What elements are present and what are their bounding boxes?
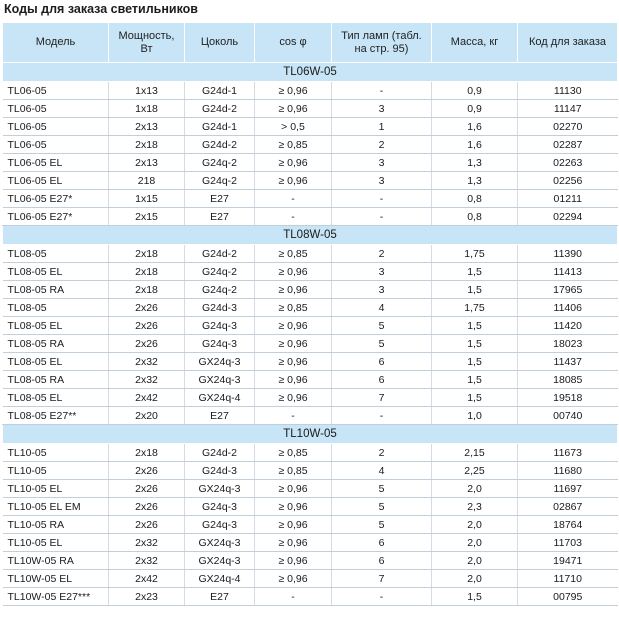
cell-cos: - bbox=[255, 208, 332, 226]
table-row bbox=[3, 389, 618, 407]
cell-order-code: 18085 bbox=[518, 371, 618, 389]
cell-order-code: 18023 bbox=[518, 335, 618, 353]
cell-order-code: 00795 bbox=[518, 588, 618, 606]
cell-cos: ≥ 0,96 bbox=[255, 570, 332, 588]
table-row bbox=[3, 172, 618, 190]
cell-base: E27 bbox=[185, 588, 255, 606]
cell-cos: ≥ 0,96 bbox=[255, 100, 332, 118]
cell-order-code: 11420 bbox=[518, 317, 618, 335]
cell-power: 2x15 bbox=[109, 208, 185, 226]
cell-order-code: 11680 bbox=[518, 462, 618, 480]
cell-cos: ≥ 0,96 bbox=[255, 516, 332, 534]
cell-mass: 0,9 bbox=[432, 100, 518, 118]
cell-cos: - bbox=[255, 588, 332, 606]
cell-lamp-type: 3 bbox=[332, 263, 432, 281]
cell-base: G24d-3 bbox=[185, 462, 255, 480]
cell-model: TL10W-05 EL bbox=[3, 570, 109, 588]
cell-power: 2x18 bbox=[109, 136, 185, 154]
cell-lamp-type: 3 bbox=[332, 172, 432, 190]
table-row bbox=[3, 498, 618, 516]
cell-order-code: 11147 bbox=[518, 100, 618, 118]
cell-model: TL08-05 RA bbox=[3, 335, 109, 353]
cell-lamp-type: 5 bbox=[332, 335, 432, 353]
cell-model: TL10-05 bbox=[3, 462, 109, 480]
cell-mass: 1,5 bbox=[432, 389, 518, 407]
cell-order-code: 02287 bbox=[518, 136, 618, 154]
cell-base: G24q-2 bbox=[185, 263, 255, 281]
cell-cos: > 0,5 bbox=[255, 118, 332, 136]
cell-model: TL10W-05 RA bbox=[3, 552, 109, 570]
cell-model: TL10-05 EL EM bbox=[3, 498, 109, 516]
cell-cos: ≥ 0,96 bbox=[255, 82, 332, 100]
table-row bbox=[3, 371, 618, 389]
cell-cos: ≥ 0,85 bbox=[255, 245, 332, 263]
cell-base: E27 bbox=[185, 208, 255, 226]
cell-cos: - bbox=[255, 190, 332, 208]
cell-base: GX24q-3 bbox=[185, 353, 255, 371]
cell-lamp-type: 2 bbox=[332, 444, 432, 462]
table-row bbox=[3, 118, 618, 136]
cell-order-code: 11697 bbox=[518, 480, 618, 498]
cell-order-code: 19518 bbox=[518, 389, 618, 407]
cell-cos: ≥ 0,96 bbox=[255, 172, 332, 190]
cell-power: 2x26 bbox=[109, 317, 185, 335]
cell-mass: 1,5 bbox=[432, 263, 518, 281]
cell-base: GX24q-3 bbox=[185, 534, 255, 552]
cell-model: TL08-05 RA bbox=[3, 281, 109, 299]
cell-mass: 2,0 bbox=[432, 534, 518, 552]
cell-cos: ≥ 0,85 bbox=[255, 462, 332, 480]
cell-mass: 2,0 bbox=[432, 552, 518, 570]
cell-base: G24q-3 bbox=[185, 317, 255, 335]
cell-base: G24q-2 bbox=[185, 281, 255, 299]
cell-model: TL10W-05 E27*** bbox=[3, 588, 109, 606]
cell-lamp-type: 7 bbox=[332, 389, 432, 407]
cell-mass: 1,5 bbox=[432, 317, 518, 335]
cell-mass: 2,15 bbox=[432, 444, 518, 462]
cell-mass: 1,0 bbox=[432, 407, 518, 425]
cell-base: G24d-2 bbox=[185, 444, 255, 462]
group-name: TL08W-05 bbox=[3, 226, 618, 245]
cell-cos: ≥ 0,96 bbox=[255, 534, 332, 552]
cell-cos: ≥ 0,96 bbox=[255, 389, 332, 407]
cell-power: 2x18 bbox=[109, 444, 185, 462]
cell-model: TL06-05 bbox=[3, 118, 109, 136]
table-row bbox=[3, 516, 618, 534]
cell-mass: 1,3 bbox=[432, 154, 518, 172]
cell-cos: ≥ 0,85 bbox=[255, 444, 332, 462]
cell-power: 2x18 bbox=[109, 245, 185, 263]
cell-model: TL08-05 EL bbox=[3, 317, 109, 335]
cell-mass: 1,5 bbox=[432, 588, 518, 606]
table-row bbox=[3, 335, 618, 353]
header-lamp-type: Тип ламп (табл. на стр. 95) bbox=[332, 23, 432, 63]
cell-power: 1x18 bbox=[109, 100, 185, 118]
table-row bbox=[3, 245, 618, 263]
cell-lamp-type: 2 bbox=[332, 136, 432, 154]
cell-lamp-type: 6 bbox=[332, 371, 432, 389]
cell-cos: ≥ 0,96 bbox=[255, 317, 332, 335]
cell-model: TL10-05 bbox=[3, 444, 109, 462]
cell-order-code: 11130 bbox=[518, 82, 618, 100]
cell-model: TL08-05 E27** bbox=[3, 407, 109, 425]
cell-cos: ≥ 0,96 bbox=[255, 480, 332, 498]
cell-power: 2x13 bbox=[109, 154, 185, 172]
table-row bbox=[3, 534, 618, 552]
cell-order-code: 11413 bbox=[518, 263, 618, 281]
table-row bbox=[3, 299, 618, 317]
cell-mass: 1,75 bbox=[432, 245, 518, 263]
cell-model: TL10-05 RA bbox=[3, 516, 109, 534]
page-title: Коды для заказа светильников bbox=[4, 2, 198, 16]
cell-power: 2x26 bbox=[109, 299, 185, 317]
table-row bbox=[3, 444, 618, 462]
cell-power: 2x18 bbox=[109, 281, 185, 299]
cell-model: TL10-05 EL bbox=[3, 534, 109, 552]
group-name: TL06W-05 bbox=[3, 63, 618, 82]
cell-model: TL06-05 bbox=[3, 82, 109, 100]
cell-mass: 1,5 bbox=[432, 335, 518, 353]
cell-cos: ≥ 0,85 bbox=[255, 136, 332, 154]
cell-power: 2x13 bbox=[109, 118, 185, 136]
cell-mass: 1,6 bbox=[432, 118, 518, 136]
cell-base: E27 bbox=[185, 190, 255, 208]
cell-base: G24q-3 bbox=[185, 335, 255, 353]
cell-model: TL08-05 RA bbox=[3, 371, 109, 389]
group-header-row bbox=[3, 226, 618, 245]
cell-lamp-type: - bbox=[332, 208, 432, 226]
header-power: Мощность, Вт bbox=[109, 23, 185, 63]
cell-order-code: 18764 bbox=[518, 516, 618, 534]
table-row bbox=[3, 588, 618, 606]
cell-cos: ≥ 0,96 bbox=[255, 498, 332, 516]
cell-power: 2x26 bbox=[109, 480, 185, 498]
cell-model: TL10-05 EL bbox=[3, 480, 109, 498]
header-row bbox=[3, 23, 618, 63]
cell-lamp-type: 2 bbox=[332, 245, 432, 263]
cell-lamp-type: 5 bbox=[332, 516, 432, 534]
cell-mass: 1,5 bbox=[432, 371, 518, 389]
cell-base: G24q-3 bbox=[185, 516, 255, 534]
cell-model: TL06-05 bbox=[3, 100, 109, 118]
table-row bbox=[3, 570, 618, 588]
cell-model: TL06-05 E27* bbox=[3, 190, 109, 208]
header-order-code: Код для заказа bbox=[518, 23, 618, 63]
cell-power: 1x13 bbox=[109, 82, 185, 100]
table-row bbox=[3, 480, 618, 498]
cell-model: TL06-05 EL bbox=[3, 154, 109, 172]
table-row bbox=[3, 552, 618, 570]
cell-power: 2x32 bbox=[109, 534, 185, 552]
cell-base: G24d-1 bbox=[185, 118, 255, 136]
cell-cos: ≥ 0,85 bbox=[255, 299, 332, 317]
cell-model: TL08-05 bbox=[3, 245, 109, 263]
cell-base: E27 bbox=[185, 407, 255, 425]
table-row bbox=[3, 154, 618, 172]
cell-lamp-type: 7 bbox=[332, 570, 432, 588]
order-codes-table bbox=[2, 22, 618, 606]
cell-lamp-type: - bbox=[332, 407, 432, 425]
cell-lamp-type: 5 bbox=[332, 317, 432, 335]
cell-mass: 2,0 bbox=[432, 570, 518, 588]
cell-order-code: 00740 bbox=[518, 407, 618, 425]
cell-model: TL08-05 EL bbox=[3, 353, 109, 371]
cell-power: 2x26 bbox=[109, 462, 185, 480]
cell-order-code: 02294 bbox=[518, 208, 618, 226]
cell-lamp-type: 5 bbox=[332, 480, 432, 498]
cell-lamp-type: 3 bbox=[332, 100, 432, 118]
header-base: Цоколь bbox=[185, 23, 255, 63]
cell-mass: 1,5 bbox=[432, 281, 518, 299]
cell-base: G24q-2 bbox=[185, 154, 255, 172]
cell-lamp-type: - bbox=[332, 190, 432, 208]
cell-base: G24d-2 bbox=[185, 245, 255, 263]
table-row bbox=[3, 353, 618, 371]
cell-base: GX24q-3 bbox=[185, 371, 255, 389]
cell-mass: 2,0 bbox=[432, 516, 518, 534]
group-header-row bbox=[3, 425, 618, 444]
cell-lamp-type: 3 bbox=[332, 154, 432, 172]
cell-mass: 1,6 bbox=[432, 136, 518, 154]
cell-order-code: 02270 bbox=[518, 118, 618, 136]
cell-lamp-type: 1 bbox=[332, 118, 432, 136]
table-row bbox=[3, 263, 618, 281]
cell-lamp-type: 5 bbox=[332, 498, 432, 516]
cell-order-code: 19471 bbox=[518, 552, 618, 570]
cell-model: TL08-05 EL bbox=[3, 389, 109, 407]
table-row bbox=[3, 281, 618, 299]
cell-model: TL06-05 E27* bbox=[3, 208, 109, 226]
cell-power: 2x18 bbox=[109, 263, 185, 281]
cell-order-code: 11390 bbox=[518, 245, 618, 263]
cell-mass: 2,0 bbox=[432, 480, 518, 498]
cell-mass: 0,8 bbox=[432, 208, 518, 226]
cell-cos: ≥ 0,96 bbox=[255, 335, 332, 353]
cell-order-code: 02256 bbox=[518, 172, 618, 190]
cell-order-code: 02867 bbox=[518, 498, 618, 516]
cell-power: 2x32 bbox=[109, 371, 185, 389]
cell-cos: ≥ 0,96 bbox=[255, 154, 332, 172]
table-row bbox=[3, 208, 618, 226]
cell-lamp-type: - bbox=[332, 82, 432, 100]
cell-base: G24q-2 bbox=[185, 172, 255, 190]
cell-power: 2x32 bbox=[109, 552, 185, 570]
cell-power: 2x26 bbox=[109, 498, 185, 516]
cell-power: 2x20 bbox=[109, 407, 185, 425]
cell-cos: ≥ 0,96 bbox=[255, 552, 332, 570]
cell-model: TL06-05 EL bbox=[3, 172, 109, 190]
cell-base: G24d-3 bbox=[185, 299, 255, 317]
cell-power: 2x26 bbox=[109, 335, 185, 353]
cell-order-code: 11703 bbox=[518, 534, 618, 552]
cell-order-code: 01211 bbox=[518, 190, 618, 208]
cell-lamp-type: 6 bbox=[332, 534, 432, 552]
cell-lamp-type: 6 bbox=[332, 552, 432, 570]
group-name: TL10W-05 bbox=[3, 425, 618, 444]
cell-lamp-type: 3 bbox=[332, 281, 432, 299]
cell-mass: 1,5 bbox=[432, 353, 518, 371]
header-mass: Масса, кг bbox=[432, 23, 518, 63]
cell-order-code: 17965 bbox=[518, 281, 618, 299]
table-row bbox=[3, 100, 618, 118]
cell-mass: 2,25 bbox=[432, 462, 518, 480]
cell-power: 2x32 bbox=[109, 353, 185, 371]
table-row bbox=[3, 136, 618, 154]
cell-order-code: 11710 bbox=[518, 570, 618, 588]
group-header-row bbox=[3, 63, 618, 82]
table-row bbox=[3, 82, 618, 100]
cell-base: G24d-1 bbox=[185, 82, 255, 100]
cell-power: 2x26 bbox=[109, 516, 185, 534]
cell-base: GX24q-3 bbox=[185, 480, 255, 498]
table-row bbox=[3, 407, 618, 425]
cell-lamp-type: 6 bbox=[332, 353, 432, 371]
cell-mass: 0,8 bbox=[432, 190, 518, 208]
cell-lamp-type: - bbox=[332, 588, 432, 606]
cell-cos: ≥ 0,96 bbox=[255, 353, 332, 371]
cell-base: GX24q-4 bbox=[185, 389, 255, 407]
cell-cos: ≥ 0,96 bbox=[255, 371, 332, 389]
cell-mass: 1,75 bbox=[432, 299, 518, 317]
cell-base: G24d-2 bbox=[185, 100, 255, 118]
cell-model: TL08-05 EL bbox=[3, 263, 109, 281]
cell-mass: 1,3 bbox=[432, 172, 518, 190]
header-cos: cos φ bbox=[255, 23, 332, 63]
cell-power: 1x15 bbox=[109, 190, 185, 208]
cell-order-code: 11673 bbox=[518, 444, 618, 462]
cell-power: 2x42 bbox=[109, 570, 185, 588]
cell-lamp-type: 4 bbox=[332, 299, 432, 317]
header-model: Модель bbox=[3, 23, 109, 63]
cell-order-code: 02263 bbox=[518, 154, 618, 172]
cell-base: GX24q-4 bbox=[185, 570, 255, 588]
table-row bbox=[3, 190, 618, 208]
cell-order-code: 11437 bbox=[518, 353, 618, 371]
cell-mass: 2,3 bbox=[432, 498, 518, 516]
cell-lamp-type: 4 bbox=[332, 462, 432, 480]
cell-power: 2x42 bbox=[109, 389, 185, 407]
table-body bbox=[3, 63, 618, 606]
cell-model: TL08-05 bbox=[3, 299, 109, 317]
cell-cos: - bbox=[255, 407, 332, 425]
cell-base: GX24q-3 bbox=[185, 552, 255, 570]
cell-power: 218 bbox=[109, 172, 185, 190]
table-row bbox=[3, 317, 618, 335]
cell-mass: 0,9 bbox=[432, 82, 518, 100]
cell-cos: ≥ 0,96 bbox=[255, 263, 332, 281]
cell-power: 2x23 bbox=[109, 588, 185, 606]
cell-cos: ≥ 0,96 bbox=[255, 281, 332, 299]
cell-base: G24d-2 bbox=[185, 136, 255, 154]
cell-order-code: 11406 bbox=[518, 299, 618, 317]
cell-model: TL06-05 bbox=[3, 136, 109, 154]
table-row bbox=[3, 462, 618, 480]
cell-base: G24q-3 bbox=[185, 498, 255, 516]
